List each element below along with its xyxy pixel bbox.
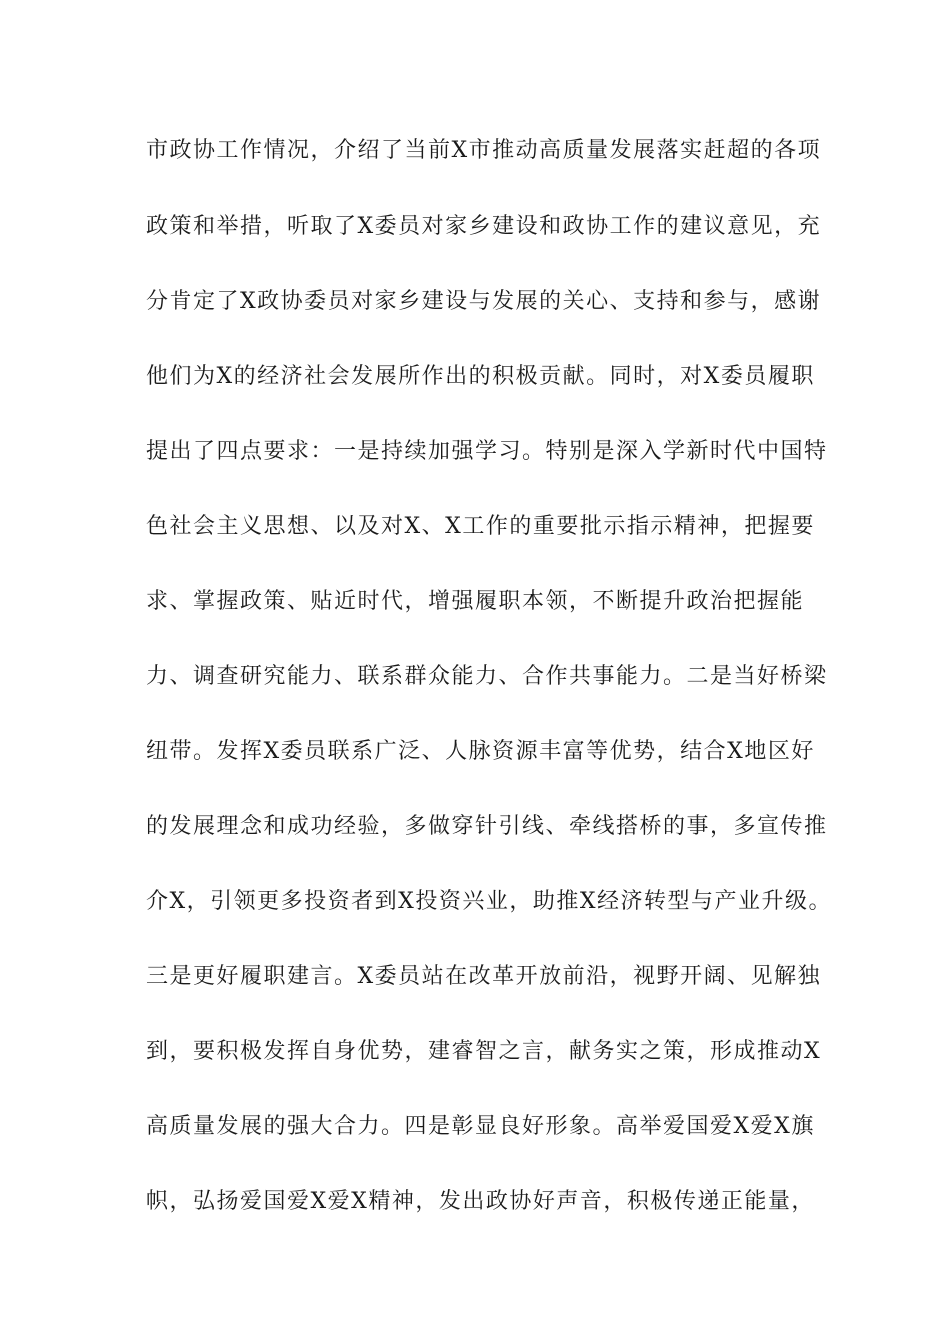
text-line: 他们为X的经济社会发展所作出的积极贡献。同时，对X委员履职 <box>146 364 815 389</box>
text-line: 市政协工作情况，介绍了当前X市推动高质量发展落实赶超的各项 <box>146 138 822 163</box>
text-line: 提出了四点要求：一是持续加强学习。特别是深入学新时代中国特 <box>146 439 828 464</box>
text-line: 求、掌握政策、贴近时代，增强履职本领，不断提升政治把握能 <box>146 589 805 614</box>
text-line: 帜，弘扬爱国爱X爱X精神，发出政协好声音，积极传递正能量， <box>146 1189 815 1214</box>
text-line: 政策和举措，听取了X委员对家乡建设和政协工作的建议意见，充 <box>146 214 822 239</box>
text-line: 力、调查研究能力、联系群众能力、合作共事能力。二是当好桥梁 <box>146 664 828 689</box>
text-line: 分肯定了X政协委员对家乡建设与发展的关心、支持和参与，感谢 <box>146 289 822 314</box>
text-line: 高质量发展的强大合力。四是彰显良好形象。高举爱国爱X爱X旗 <box>146 1114 815 1139</box>
text-line: 到，要积极发挥自身优势，建睿智之言，献务实之策，形成推动X <box>146 1039 822 1064</box>
text-line: 纽带。发挥X委员联系广泛、人脉资源丰富等优势，结合X地区好 <box>146 739 815 764</box>
text-line: 三是更好履职建言。X委员站在改革开放前沿，视野开阔、见解独 <box>146 964 822 989</box>
text-line: 色社会主义思想、以及对X、X工作的重要批示指示精神，把握要 <box>146 514 815 539</box>
text-line: 的发展理念和成功经验，多做穿针引线、牵线搭桥的事，多宣传推 <box>146 814 828 839</box>
text-line: 介X，引领更多投资者到X投资兴业，助推X经济转型与产业升级。 <box>146 889 832 914</box>
